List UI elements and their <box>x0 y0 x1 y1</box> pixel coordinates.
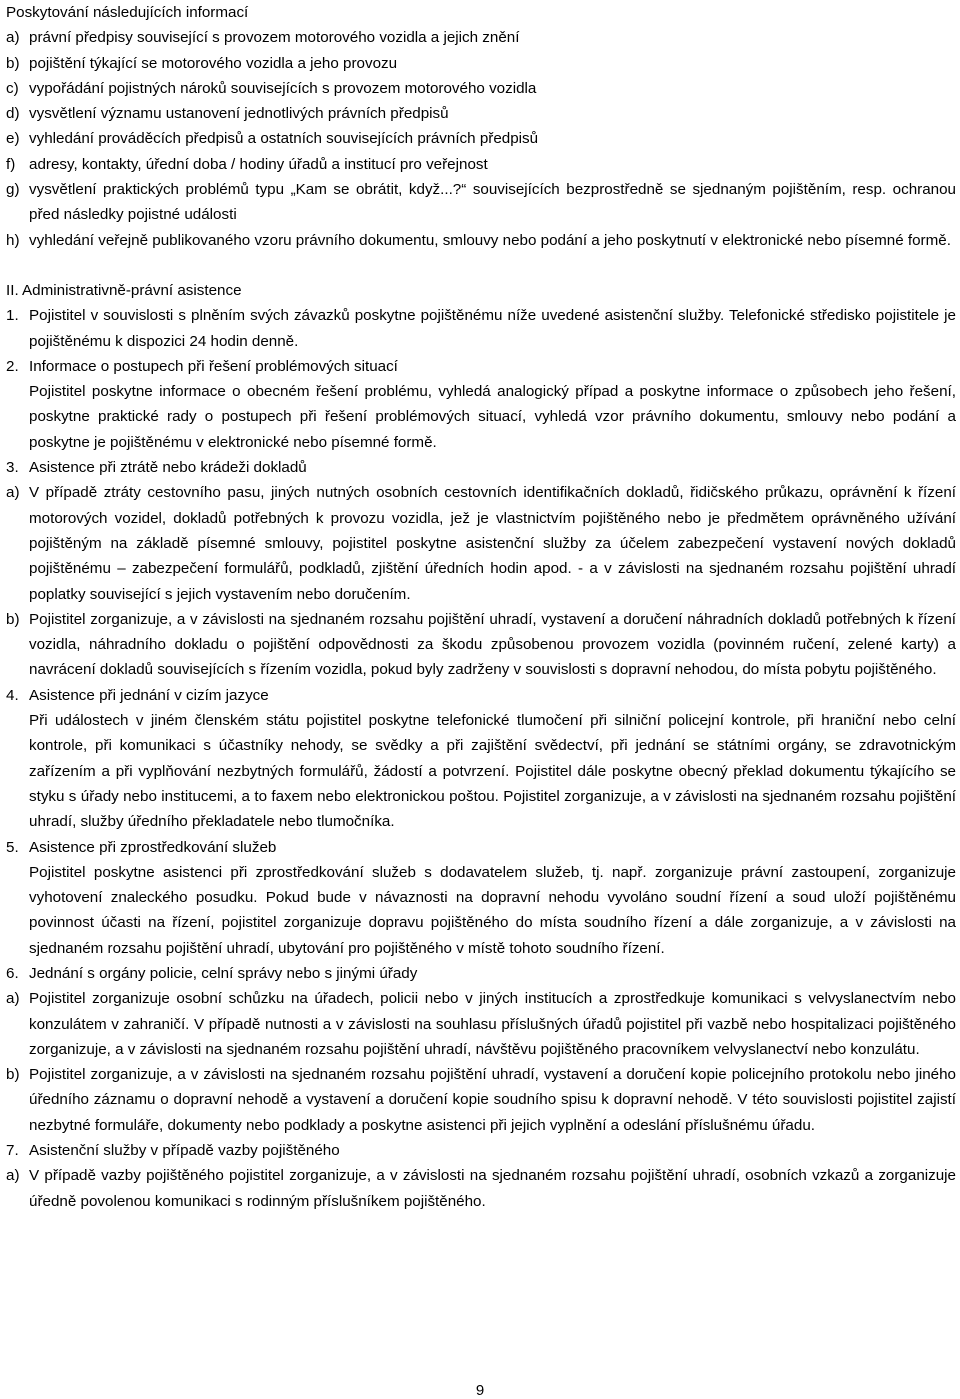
section-3 <box>6 455 956 480</box>
item-marker: a) <box>6 1167 20 1185</box>
section-body: Pojistitel poskytne informace o obecném řešení problému, vyhledá analogický případ a poskytne informace o způsobech jeho řešení, poskytne praktické rady o postupech při řešení problémových situací, vyhledá vzor právního dokumentu, smlouvy nebo podání a poskytne je pojištěnému v elektronické nebo písemné formě. <box>29 383 956 451</box>
item-marker: e) <box>6 130 20 148</box>
info-heading: Poskytování následujících informací <box>6 4 249 21</box>
item-marker: c) <box>6 79 19 97</box>
item-marker: b) <box>6 1066 20 1084</box>
item-text: vysvětlení významu ustanovení jednotlivých právních předpisů <box>29 105 449 123</box>
subitem-3b <box>6 607 956 683</box>
item-marker: b) <box>6 54 20 72</box>
item-text: adresy, kontakty, úřední doba / hodiny úřadů a institucí pro veřejnost <box>29 155 488 173</box>
item-text: Pojistitel zorganizuje, a v závislosti na sjednaném rozsahu pojištění uhradí, vystavení a doručení kopie policejního protokolu nebo jiného úředního záznamu o dopravní nehodě a vystavení a doručení kopie soudního spisu k dopravní nehodě. V této souvislosti pojistitel zajistí nezbytné formuláře, dokumenty nebo podklady a poskytne asistenci při jejich vyplnění a odeslání příslušnému úřadu. <box>29 1066 956 1134</box>
info-item-c <box>6 76 956 101</box>
section-marker: 6. <box>6 964 19 982</box>
section-4 <box>6 683 956 708</box>
section-title: Asistence při zprostředkování služeb <box>29 838 277 856</box>
item-text: V případě ztráty cestovního pasu, jiných nutných osobních cestovních identifikačních dokladů, řidičského průkazu, oprávnění k řízení motorových vozidel, dokladů potřebných k provozu vozidla, jež je vlastnictvím pojištěného nebo je předmětem oprávněného užívání pojištěným na základě písemné smlouvy, pojistitel poskytne asistenční služby za účelem zabezpečení vystavení nových dokladů pojištěnému – zabezpečení formulářů, podkladů, zjištění úředních hodin apod. - a v závislosti na sjednaném rozsahu pojištění uhradí poplatky související s jejich vystavením nebo doručením. <box>29 484 956 603</box>
item-text: vyhledání prováděcích předpisů a ostatních souvisejících právních předpisů <box>29 130 539 148</box>
page-number: 9 <box>475 1382 485 1399</box>
item-text: vysvětlení praktických problémů typu „Kam se obrátit, když...?“ souvisejících bezprostředně se sjednaným pojištěním, resp. ochranou před následky pojistné události <box>29 181 956 224</box>
item-marker: h) <box>6 231 20 249</box>
section-7 <box>6 1138 956 1163</box>
spacer <box>6 253 956 278</box>
section-text: Pojistitel v souvislosti s plněním svých závazků poskytne pojištěnému níže uvedené asistenční služby. Telefonické středisko pojistitele je pojištěnému k dispozici 24 hodin denně. <box>29 307 956 350</box>
info-item-d <box>6 101 956 126</box>
item-marker: a) <box>6 990 20 1008</box>
info-item-b <box>6 51 956 76</box>
subitem-6a <box>6 986 956 1062</box>
section-title: Informace o postupech při řešení problémových situací <box>29 357 398 375</box>
subitem-6b <box>6 1062 956 1138</box>
section-marker: 4. <box>6 686 19 704</box>
section-2 <box>6 354 956 379</box>
section-6 <box>6 961 956 986</box>
item-marker: g) <box>6 181 20 199</box>
item-marker: a) <box>6 29 20 47</box>
info-item-e <box>6 126 956 151</box>
item-text: V případě vazby pojištěného pojistitel zorganizuje, a v závislosti na sjednaném rozsahu pojištění uhradí, osobních vzkazů a zorganizuje úředně povolenou komunikaci s rodinným příslušníkem pojištěného. <box>29 1167 956 1210</box>
item-marker: f) <box>6 155 16 173</box>
section-title: Asistence při jednání v cizím jazyce <box>29 686 269 704</box>
info-list <box>6 25 956 253</box>
section-5 <box>6 835 956 860</box>
item-text: Pojistitel zorganizuje, a v závislosti na sjednaném rozsahu pojištění uhradí, vystavení a doručení náhradních dokladů potřebných k řízení vozidla, náhradního dokladu o pojištění odpovědnosti za škodu způsobenou provozem vozidla (povinném ručení, zelené karty) a navrácení dokladů souvisejících s řízením vozidla, pokud byly zadrženy v souvislosti s dopravní nehodou, do místa pobytu pojištěného. <box>29 610 956 679</box>
section-marker: 2. <box>6 357 19 375</box>
info-item-a <box>6 25 956 50</box>
section-marker: 1. <box>6 307 19 325</box>
section-body: Pojistitel poskytne asistenci při zprostředkování služeb s dodavatelem služeb, tj. např. zorganizuje právní zastoupení, zorganizuje vyhotovení znaleckého posudku. Pokud bude v návaznosti na dopravní nehodu vyvoláno soudní řízení a soud uloží pojištěnému povinnost účasti na řízení, pojistitel zorganizuje dopravu pojištěného do místa soudního řízení a dále zorganizuje, a v závislosti na sjednaném rozsahu pojištění uhradí, ubytování pro pojištěného v místě tohoto soudního řízení. <box>29 863 956 957</box>
item-text: vyhledání veřejně publikovaného vzoru právního dokumentu, smlouvy nebo podání a jeho poskytnutí v elektronické nebo písemné formě. <box>29 231 951 249</box>
item-text: právní předpisy související s provozem motorového vozidla a jejich znění <box>29 29 520 47</box>
section-title: Asistence při ztrátě nebo krádeži dokladů <box>29 459 307 477</box>
info-item-h <box>6 228 956 253</box>
section-marker: 5. <box>6 838 19 856</box>
item-text: Pojistitel zorganizuje osobní schůzku na úřadech, policii nebo v jiných institucích a zprostředkuje komunikaci s velvyslanectvím nebo konzulátem v zahraničí. V případě nutnosti a v závislosti na souhlasu příslušných úřadů pojistitel při vazbě nebo hospitalizaci pojištěného zorganizuje, a v závislosti na sjednaném rozsahu pojištění uhradí, návštěvu pojištěného pracovníkem velvyslanectví nebo konzulátu. <box>29 990 956 1058</box>
item-text: pojištění týkající se motorového vozidla a jeho provozu <box>29 54 398 72</box>
section-marker: 7. <box>6 1142 19 1160</box>
subitem-7a <box>6 1163 956 1214</box>
item-marker: d) <box>6 105 20 123</box>
info-item-g <box>6 177 956 228</box>
section-marker: 3. <box>6 459 19 477</box>
item-marker: a) <box>6 484 20 502</box>
item-marker: b) <box>6 610 20 628</box>
section-title: Jednání s orgány policie, celní správy nebo s jinými úřady <box>29 964 418 982</box>
section-title: II. Administrativně-právní asistence <box>6 281 242 299</box>
section-body: Při událostech v jiném členském státu pojistitel poskytne telefonické tlumočení při silniční policejní kontrole, při hraniční nebo celní kontrole, při komunikaci s účastníky nehody, se svědky a při zajištění svědectví, při jednání se státními orgány, se zdravotnickým zařízením a při vyplňování nezbytných formulářů, žádostí a potvrzení. Pojistitel dále poskytne obecný překlad dokumentu týkajícího se styku s úřady nebo institucemi, a to faxem nebo elektronickou poštou. Pojistitel zorganizuje, a v závislosti na sjednaném rozsahu pojištění uhradí, služby úředního překladatele nebo tlumočníka. <box>29 712 956 831</box>
item-text: vypořádání pojistných nároků souvisejících s provozem motorového vozidla <box>29 79 537 97</box>
info-item-f <box>6 152 956 177</box>
section-title: Asistenční služby v případě vazby pojištěného <box>29 1142 340 1160</box>
section-1 <box>6 303 956 354</box>
subitem-3a <box>6 480 956 606</box>
